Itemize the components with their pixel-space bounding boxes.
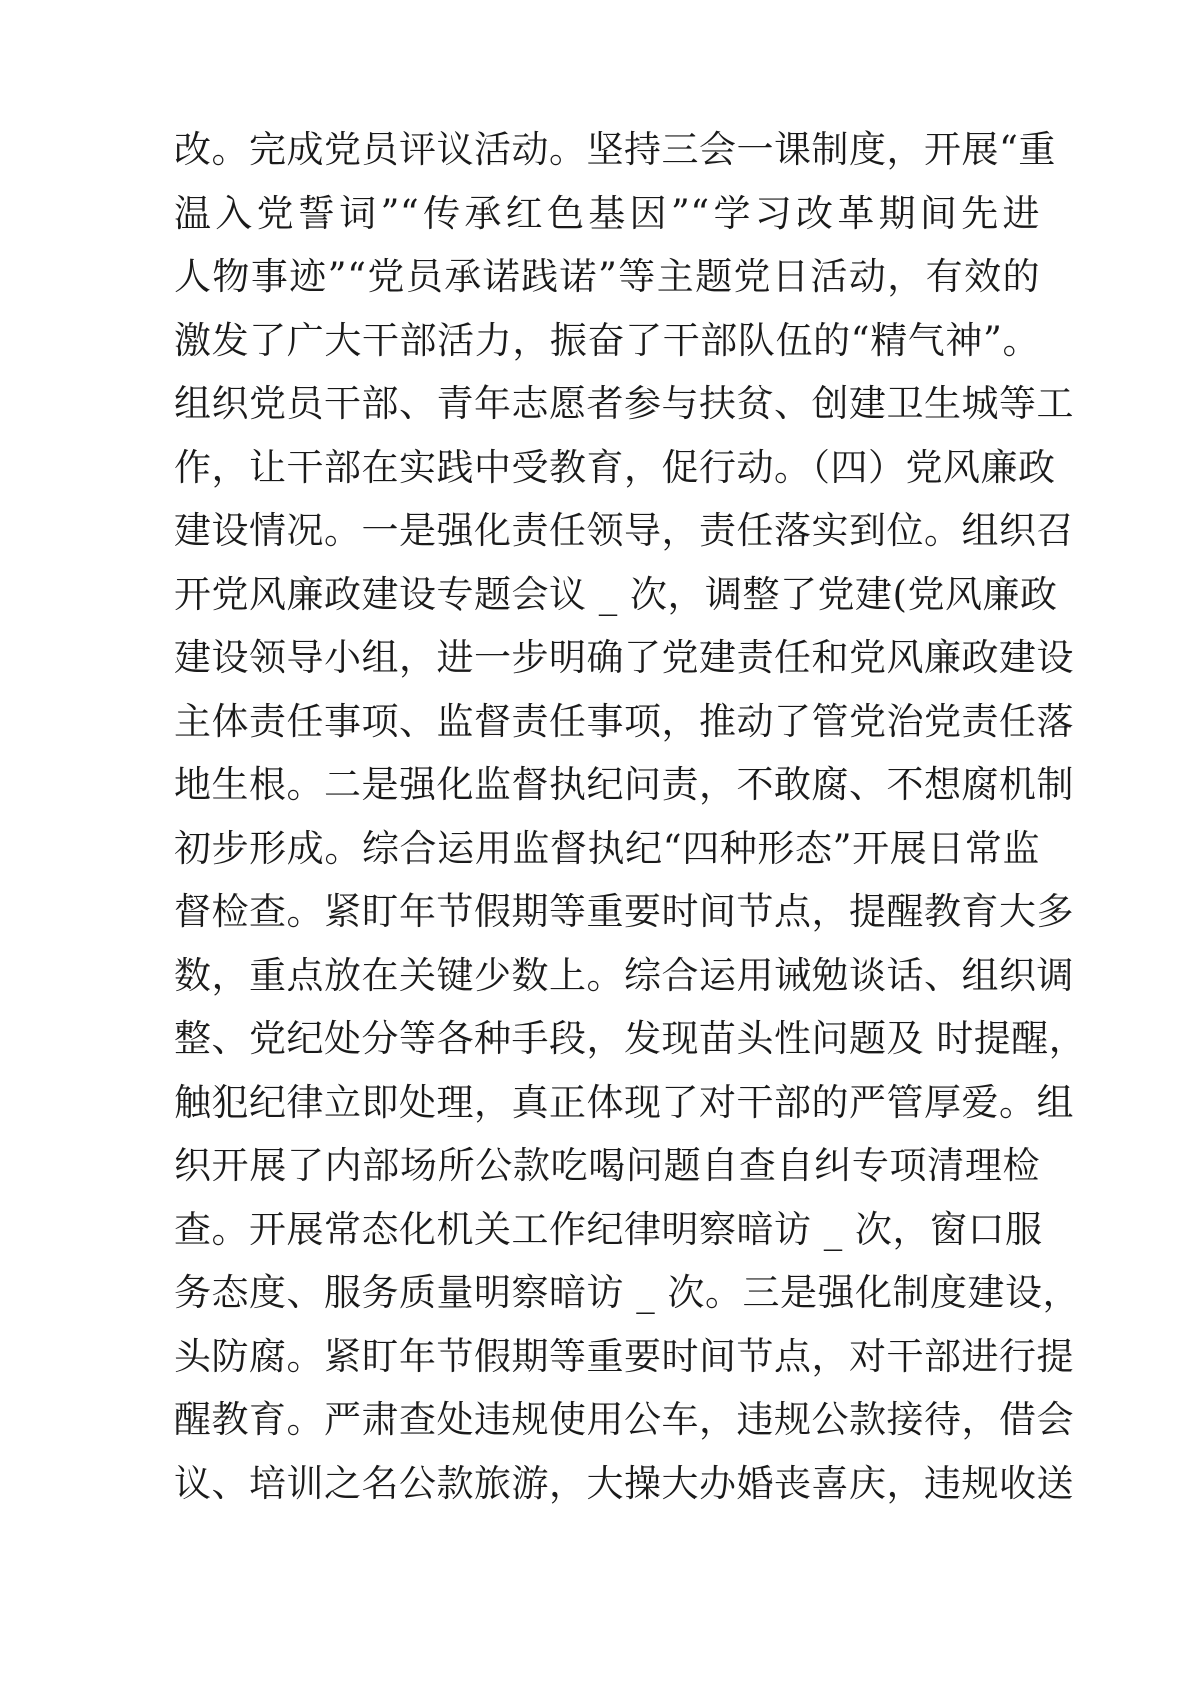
text-line: 开党风廉政建设专题会议 _ 次，调整了党建(党风廉政 bbox=[174, 572, 1058, 616]
text-line: 地生根。二是强化监督执纪问责，不敢腐、不想腐机制 bbox=[174, 763, 1074, 806]
text-line: 人物事迹”“党员承诺践诺”等主题党日活动，有效的 bbox=[174, 255, 1040, 298]
text-line: 数，重点放在关键少数上。综合运用诫勉谈话、组织调 bbox=[174, 953, 1074, 997]
text-line: 触犯纪律立即处理，真正体现了对干部的严管厚爱。组 bbox=[174, 1080, 1074, 1124]
text-line: 醒教育。严肃查处违规使用公车，违规公款接待，借会 bbox=[174, 1398, 1074, 1441]
text-line: 建设领导小组，进一步明确了党建责任和党风廉政建设 bbox=[174, 636, 1074, 679]
text-line: 改。完成党员评议活动。坚持三会一课制度，开展“重 bbox=[174, 128, 1056, 171]
text-line: 激发了广大干部活力，振奋了干部队伍的“精气神”。 bbox=[174, 318, 1040, 362]
text-line: 整、党纪处分等各种手段，发现苗头性问题及 时提醒， bbox=[174, 1017, 1087, 1060]
text-line: 温入党誓词”“传承红色基因”“学习改革期间先进 bbox=[174, 191, 1040, 235]
text-line: 查。开展常态化机关工作纪律明察暗访 _ 次，窗口服 bbox=[174, 1207, 1043, 1251]
text-line: 务态度、服务质量明察暗访 _ 次。三是强化制度建设， bbox=[174, 1271, 1081, 1314]
body-text bbox=[174, 118, 1087, 1515]
text-line: 议、培训之名公款旅游，大操大办婚丧喜庆，违规收送 bbox=[174, 1461, 1074, 1505]
text-line: 建设情况。一是强化责任领导，责任落实到位。组织召 bbox=[174, 509, 1074, 552]
text-line: 作，让干部在实践中受教育，促行动。（四）党风廉政 bbox=[174, 445, 1056, 489]
text-line: 织开展了内部场所公款吃喝问题自查自纠专项清理检 bbox=[174, 1144, 1040, 1187]
text-line: 督检查。紧盯年节假期等重要时间节点，提醒教育大多 bbox=[174, 890, 1074, 933]
text-line: 头防腐。紧盯年节假期等重要时间节点，对干部进行提 bbox=[174, 1334, 1074, 1378]
text-line: 主体责任事项、监督责任事项，推动了管党治党责任落 bbox=[174, 699, 1074, 743]
text-line: 初步形成。综合运用监督执纪“四种形态”开展日常监 bbox=[174, 826, 1040, 870]
text-line: 组织党员干部、青年志愿者参与扶贫、创建卫生城等工 bbox=[174, 382, 1074, 425]
